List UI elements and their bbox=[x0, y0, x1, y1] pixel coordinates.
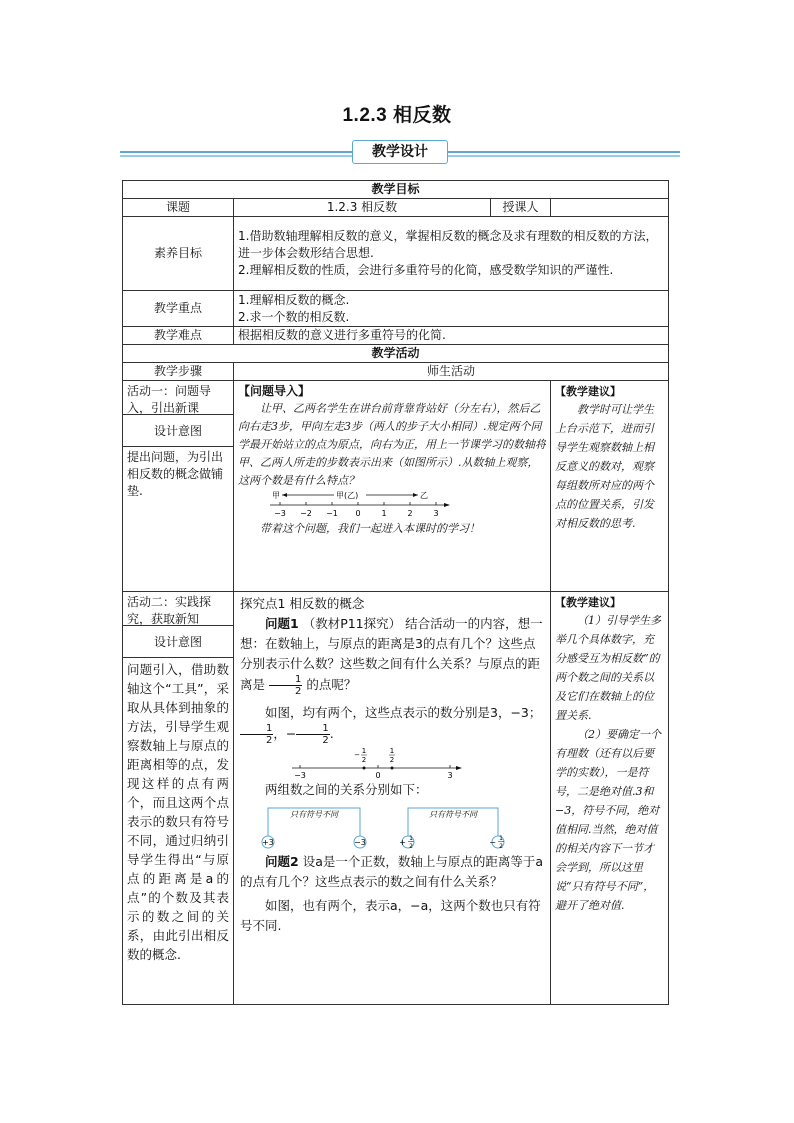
banner-label: 教学设计 bbox=[352, 140, 448, 164]
act1-advice-text: 教学时可让学生上台示范下，进而引导学生观察数轴上相反意义的数对，观察每组数所对应的两个点的位置关系，引发对相反数的思考. bbox=[555, 403, 654, 530]
axis2-point-num: 1 bbox=[361, 747, 367, 755]
axis1-tick-label: −1 bbox=[326, 509, 338, 518]
pair2-left-num: 1 bbox=[409, 835, 413, 842]
q1-block bbox=[240, 614, 544, 697]
relation-text: 两组数之间的关系分别如下： bbox=[265, 782, 428, 797]
axis1-ticks bbox=[274, 502, 438, 518]
fraction-half: $\frac{1}{2}$ bbox=[269, 674, 302, 697]
act2-advice-heading: 【教学建议】 bbox=[555, 596, 621, 609]
axis2-ticks bbox=[294, 747, 452, 780]
bracket-label-1: 只有符号不同 bbox=[290, 810, 338, 819]
axis1-tick-label: −2 bbox=[300, 509, 312, 518]
lesson-table bbox=[122, 180, 669, 1005]
q1-text: （教材P11探究） 结合活动一的内容，想一想：在数轴上，与原点的距离是3的点有几个？这些点分别表示什么数？这些数之间有什么关系？与原点的距离是 bbox=[240, 616, 543, 692]
act2-advice-1: （1）引导学生多举几个具体数字，充分感受互为相反数”的两个数之间的关系以及它们在数轴上的位置关系. bbox=[555, 614, 661, 722]
act2-intent: 问题引入，借助数轴这个“工具”，采取从具体到抽象的方法，引导学生观察数轴上与原点的距离相等的点，发现这样的点有两个，而且这两个点表示的数只有符号不同，通过归纳引导学生得出“与原点的距离是a的点”的个数及其表示的数之间的关系，由此引出相反数的概念. bbox=[127, 662, 229, 962]
act2-advice bbox=[551, 592, 669, 1005]
axis1-label-left: 甲 bbox=[272, 491, 280, 500]
act1-advice bbox=[551, 381, 669, 592]
act1-text2: 带着这个问题，我们一起进入本课时的学习！ bbox=[260, 522, 480, 535]
act1-left bbox=[123, 381, 234, 592]
axis1-arrowhead bbox=[444, 503, 450, 507]
steps-label: 教学步骤 bbox=[123, 363, 234, 381]
pair2-left-sign: + bbox=[399, 838, 406, 847]
q2-label: 问题2 bbox=[265, 854, 299, 869]
axis2-point bbox=[363, 767, 366, 770]
q1-answer: 如图，均有两个，这些点表示的数分别是3，−3； bbox=[265, 705, 542, 720]
axis2-point-den: 2 bbox=[361, 756, 367, 764]
q1-tail: 的点呢？ bbox=[306, 677, 357, 692]
number-line-2 bbox=[290, 746, 490, 780]
fraction-half-pos: $\frac{1}{2}$ bbox=[240, 723, 273, 746]
act1-text: 让甲、乙两名学生在讲台前背靠背站好（分左右），然后乙向右走3步，甲向左走3步（两人的步子大小相同）.规定两个同学最开始站立的点为原点，向右为正，用上一节课学习的数轴将甲、乙两人所走的步数表示出来（如图所示）.从数轴上观察，这两个数是有什么特点？ bbox=[238, 402, 546, 487]
act2-advice-2: （2）要确定一个有理数（还有以后要学的实数），一是符号，二是绝对值.3和−3，符号不同，绝对值相同.当然，绝对值的相关内容下一节才会学到，所以这里说“只有符号不同”，避开了绝对值. bbox=[555, 728, 661, 912]
axis2-tick-label: −3 bbox=[294, 771, 306, 780]
activities-header: 教学活动 bbox=[123, 345, 669, 363]
pair1-left: +3 bbox=[262, 838, 274, 847]
axis1-tick-label: −3 bbox=[274, 509, 286, 518]
pair2-right-den: 2 bbox=[499, 843, 503, 850]
page-title: 1.2.3 相反数 bbox=[342, 105, 452, 126]
axis2-point-den: 2 bbox=[389, 756, 395, 764]
pair2-right-sign: − bbox=[489, 838, 496, 847]
key-label: 教学重点 bbox=[123, 291, 234, 327]
number-line-1 bbox=[268, 490, 458, 520]
literacy-label: 素养目标 bbox=[123, 217, 234, 291]
axis1-tick-label: 1 bbox=[381, 509, 387, 518]
act1-intent-label: 设计意图 bbox=[123, 415, 233, 447]
q2-block bbox=[240, 852, 544, 892]
section-banner bbox=[120, 140, 680, 166]
q2-text: 设a是一个正数，数轴上与原点的距离等于a的点有几个？这些点表示的数之间有什么关系？ bbox=[240, 854, 544, 889]
literacy-goal-1: 1.借助数轴理解相反数的意义，掌握相反数的概念及求有理数的相反数的方法，进一步体会数形结合思想. bbox=[238, 229, 658, 260]
pair2-right-num: 1 bbox=[499, 835, 503, 842]
bracket-2 bbox=[399, 808, 504, 850]
relation-diagram bbox=[240, 800, 510, 850]
topic-label: 课题 bbox=[123, 199, 234, 217]
teacher-value bbox=[551, 199, 669, 217]
teacher-label: 授课人 bbox=[491, 199, 551, 217]
literacy-goal-2: 2.理解相反数的性质，会进行多重符号的化简，感受数学知识的严谨性. bbox=[238, 263, 614, 277]
act2-intent-label: 设计意图 bbox=[123, 626, 233, 658]
act1-label: 活动一：问题导入，引出新课 bbox=[123, 381, 233, 415]
key-point-1: 1.理解相反数的概念. bbox=[238, 292, 350, 307]
key-point-2: 2.求一个数的相反数. bbox=[238, 309, 350, 324]
axis2-point bbox=[391, 767, 394, 770]
axis1-tick-label: 3 bbox=[433, 509, 439, 518]
q2-answer: 如图，也有两个，表示a，−a，这两个数也只有符号不同. bbox=[240, 898, 541, 933]
axis1-label-mid: 甲(乙) bbox=[336, 491, 359, 500]
topic-value: 1.2.3 相反数 bbox=[234, 199, 491, 217]
axis2-point-num: 1 bbox=[389, 747, 395, 755]
act1-main bbox=[234, 381, 551, 592]
goals-header: 教学目标 bbox=[123, 181, 669, 199]
pair1-right: −3 bbox=[354, 838, 366, 847]
axis1-label-right: 乙 bbox=[420, 491, 428, 500]
bracket-label-2: 只有符号不同 bbox=[429, 810, 477, 819]
axis2-tick-label: 3 bbox=[447, 771, 453, 780]
pair2-left-den: 2 bbox=[409, 843, 413, 850]
axis1-tick-label: 2 bbox=[407, 509, 413, 518]
teacher-student-label: 师生活动 bbox=[234, 363, 669, 381]
q1-label: 问题1 bbox=[265, 616, 299, 631]
act1-advice-heading: 【教学建议】 bbox=[555, 385, 621, 398]
axis2-arrowhead bbox=[456, 766, 462, 770]
act1-heading: 【问题导入】 bbox=[238, 384, 311, 398]
axis1-arrowhead-right bbox=[413, 493, 418, 497]
axis2-point-sign: − bbox=[354, 751, 360, 759]
difficulty-label: 教学难点 bbox=[123, 327, 234, 345]
axis2-tick-label: 0 bbox=[375, 771, 381, 780]
q1-answer-block: 如图，均有两个，这些点表示的数分别是3，−3； $\frac{1}{2}$ ，− $\frac{1}{2}$ . bbox=[240, 703, 544, 746]
act2-label: 活动二：实践探究，获取新知 bbox=[123, 592, 233, 626]
fraction-half-neg: $\frac{1}{2}$ bbox=[296, 723, 329, 746]
difficulty-value: 根据相反数的意义进行多重符号的化简. bbox=[234, 327, 669, 345]
axis1-arrowhead-left bbox=[282, 493, 287, 497]
bracket-1 bbox=[262, 808, 366, 848]
act2-point: 探究点1 相反数的概念 bbox=[240, 596, 365, 611]
literacy-content bbox=[234, 217, 669, 291]
act2-main bbox=[234, 592, 551, 1005]
key-content bbox=[234, 291, 669, 327]
act1-intent: 提出问题，为引出相反数的概念做铺垫. bbox=[127, 450, 224, 498]
axis1-tick-label: 0 bbox=[355, 509, 361, 518]
act2-left bbox=[123, 592, 234, 1005]
